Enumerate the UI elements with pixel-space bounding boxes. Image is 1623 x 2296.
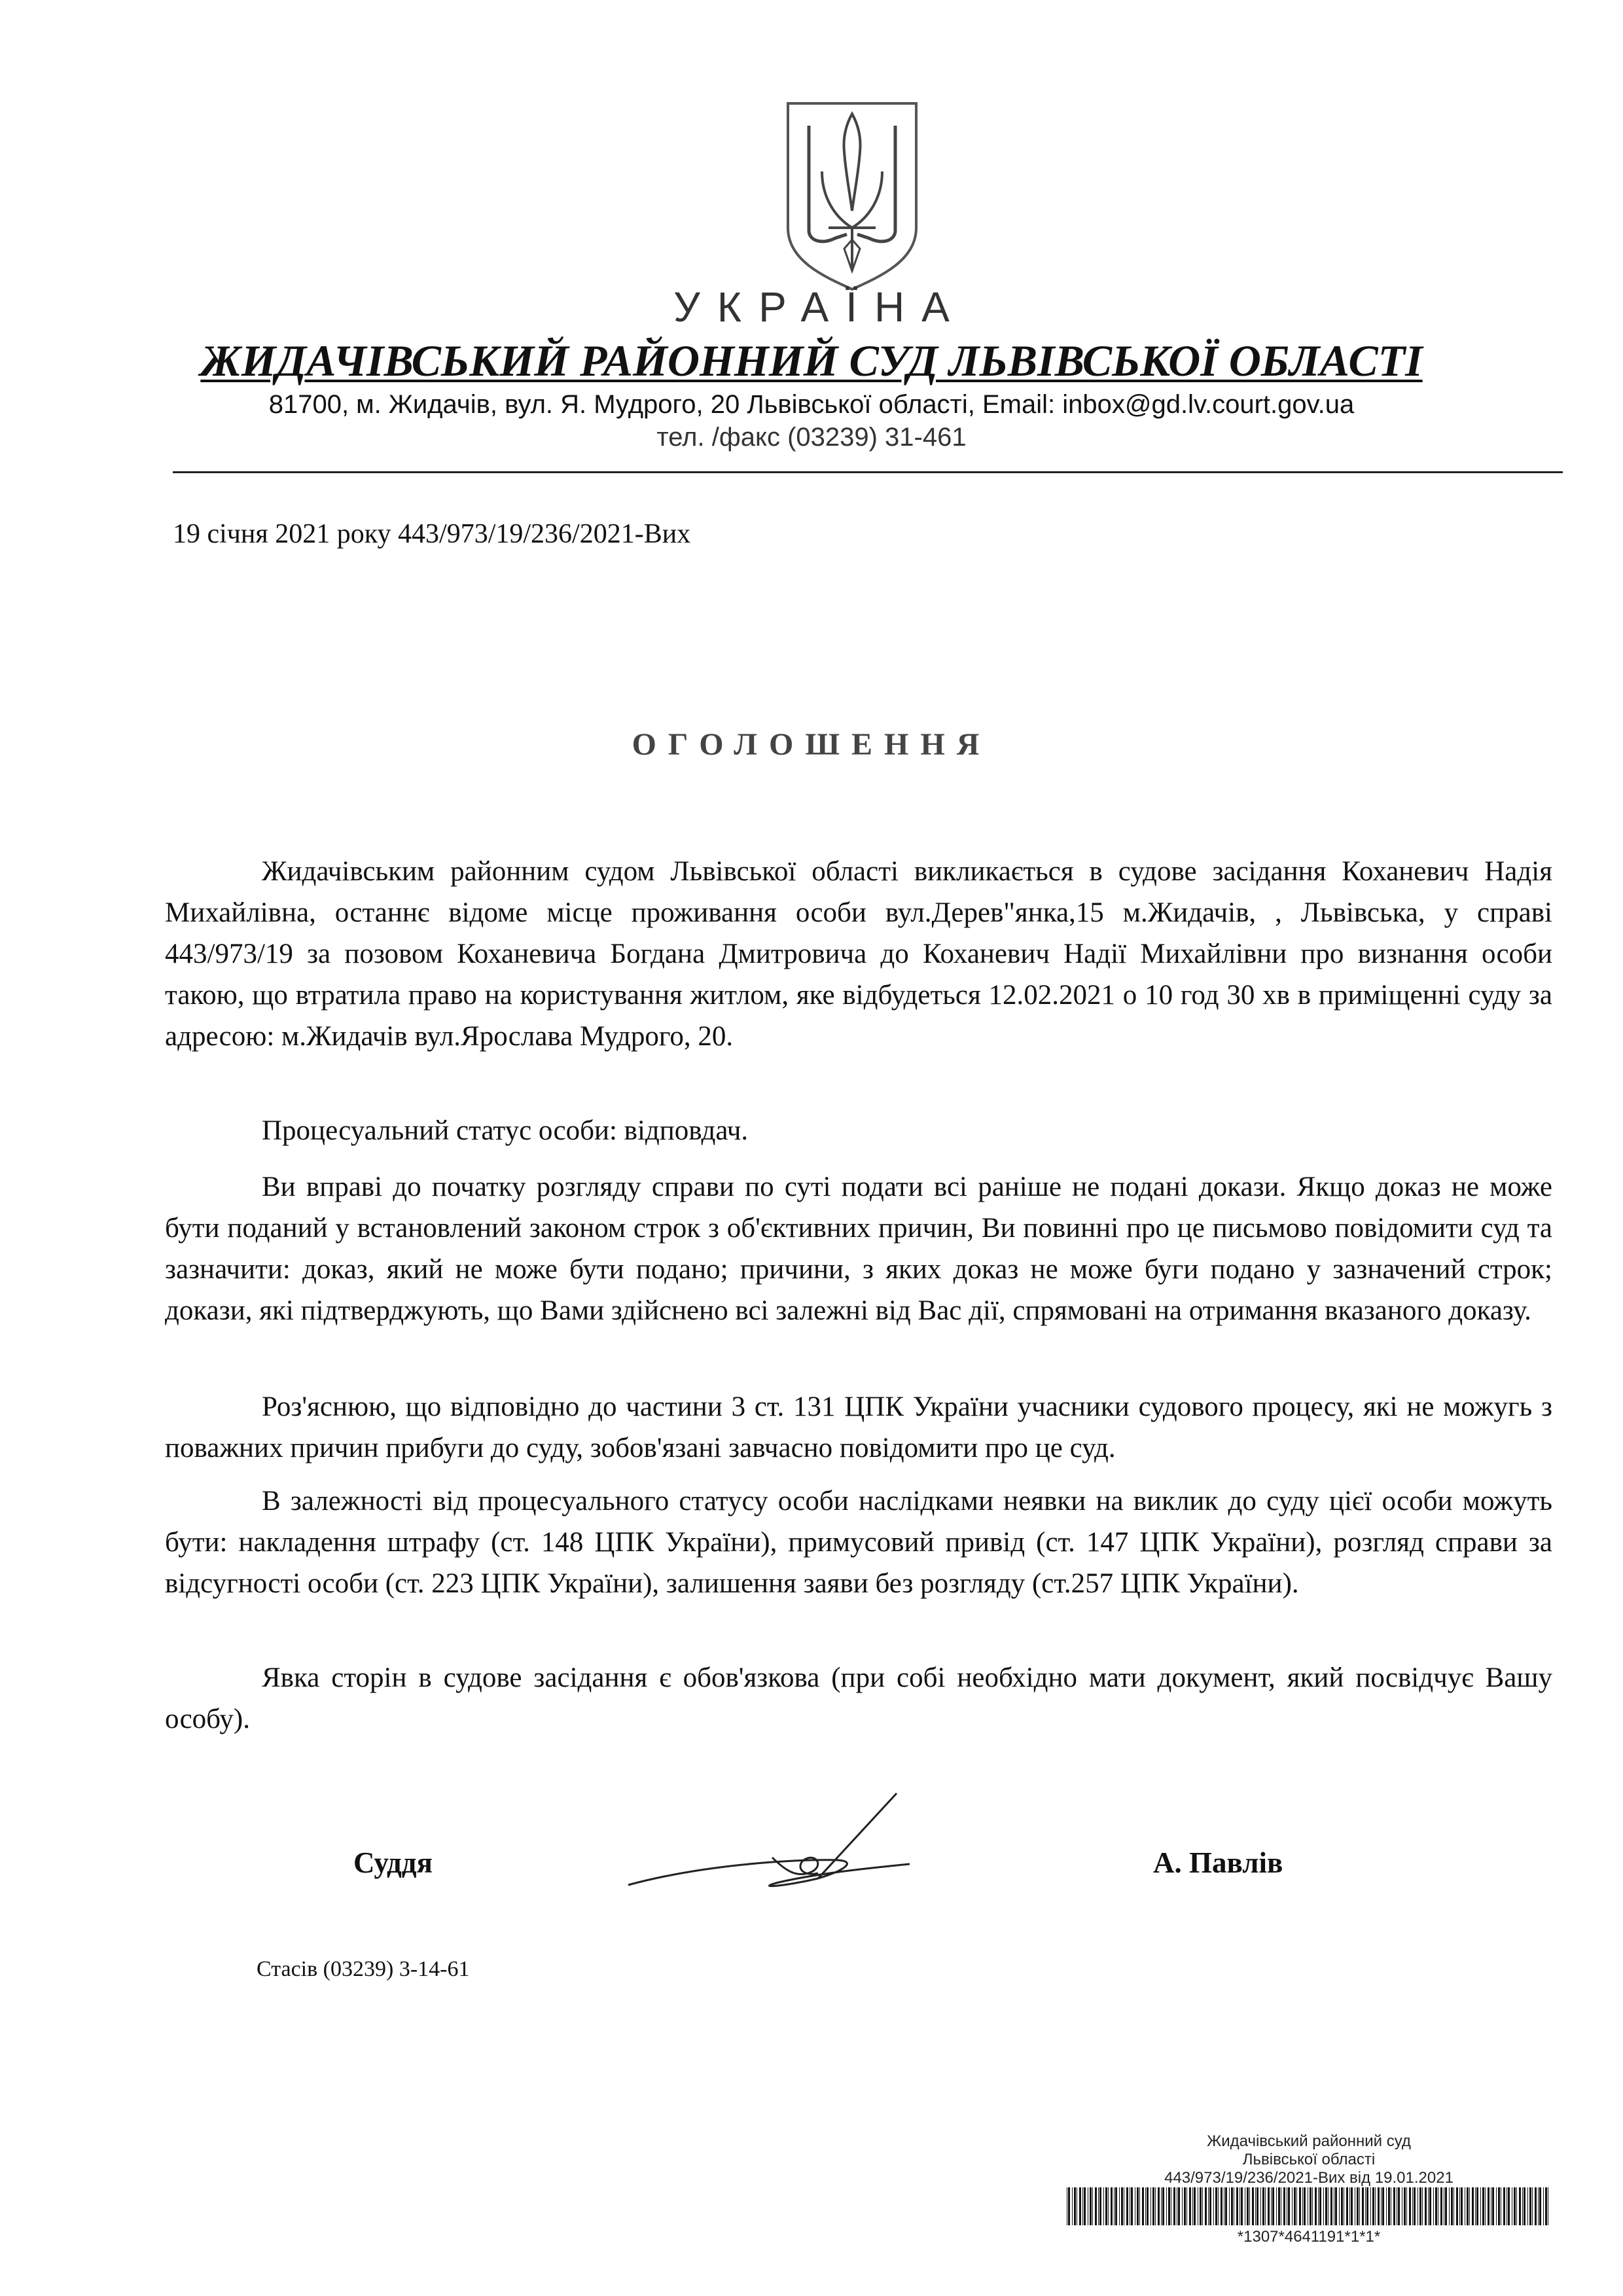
- registry-reference-line: 443/973/19/236/2021-Вих від 19.01.2021: [1164, 2169, 1454, 2187]
- registry-court-line: Жидачівський районний суд: [1207, 2132, 1411, 2150]
- court-phone: тел. /факс (03239) 31-461: [656, 423, 967, 452]
- judge-name: А. Павлів: [1153, 1846, 1283, 1879]
- document-title: ОГОЛОШЕННЯ: [632, 727, 991, 762]
- coat-of-arms-emblem: [783, 99, 921, 293]
- registry-region-line: Львівської області: [1242, 2151, 1376, 2168]
- body-paragraph: Процесуальний статус особи: відповдач.: [262, 1115, 749, 1146]
- executor-contact: Стасів (03239) 3-14-61: [257, 1957, 470, 1981]
- body-paragraph: В залежності від процесуального статусу особи наслідками неявки на виклик до суду цієї особи можуть бути: накладення штрафу (ст. 148 ЦПК України), примусовий привід (ст. 147 ЦПК України), розгляд справи за відсугності особи (ст. 223 ЦПК України), залишення заяви без розгляду (ст.257 ЦПК України).: [165, 1486, 1552, 1599]
- registry-barcode: [1067, 2187, 1551, 2225]
- body-paragraph: Явка сторін в судове засідання є обов'язкова (при собі необхідно мати документ, який посвідчує Вашу особу).: [165, 1662, 1552, 1734]
- court-address: 81700, м. Жидачів, вул. Я. Мудрого, 20 Львівської області, Email: inbox@gd.lv.court.gov.ua: [268, 390, 1355, 419]
- court-name: ЖИДАЧІВСЬКИЙ РАЙОННИЙ СУД ЛЬВІВСЬКОЇ ОБЛАСТІ: [200, 336, 1423, 386]
- judge-title: Суддя: [353, 1846, 433, 1879]
- handwritten-signature: [622, 1787, 936, 1898]
- body-paragraph: Жидачівським районним судом Львівської області викликається в судове засідання Коханевич Надія Михайлівна, останнє відоме місце проживання особи вул.Дерев"янка,15 м.Жидачів, , Львівська, у справі 443/973/19 за позовом Коханевича Богдана Дмитровича до Коханевич Надії Михайлівни про визнання особи такою, що втратила право на користування житлом, яке відбудеться 12.02.2021 о 10 год 30 хв в приміщенні суду за адресою: м.Жидачів вул.Ярослава Мудрого, 20.: [165, 856, 1552, 1052]
- barcode-text: *1307*4641191*1*1*: [1237, 2228, 1381, 2246]
- country-name: УКРАЇНА: [673, 283, 967, 331]
- header-divider: [173, 471, 1563, 473]
- body-paragraph: Роз'яснюю, що відповідно до частини 3 ст. 131 ЦПК України учасники судового процесу, які не можугь з поважних причин прибуги до суду, зобов'язані завчасно повідомити про це суд.: [165, 1391, 1552, 1463]
- body-paragraph: Ви вправі до початку розгляду справи по суті подати всі раніше не подані докази. Якщо доказ не може бути поданий у встановлений законом строк з об'єктивних причин, Ви повинні про це письмово повідомити суд та зазначити: доказ, який не може бути подано; причини, з яких доказ не може буги подано у зазначений строк; докази, які підтверджують, що Вами здійснено всі залежні від Вас дії, спрямовані на отримання вказаного доказу.: [165, 1172, 1552, 1326]
- outgoing-reference: 19 січня 2021 року 443/973/19/236/2021-Вих: [173, 519, 691, 549]
